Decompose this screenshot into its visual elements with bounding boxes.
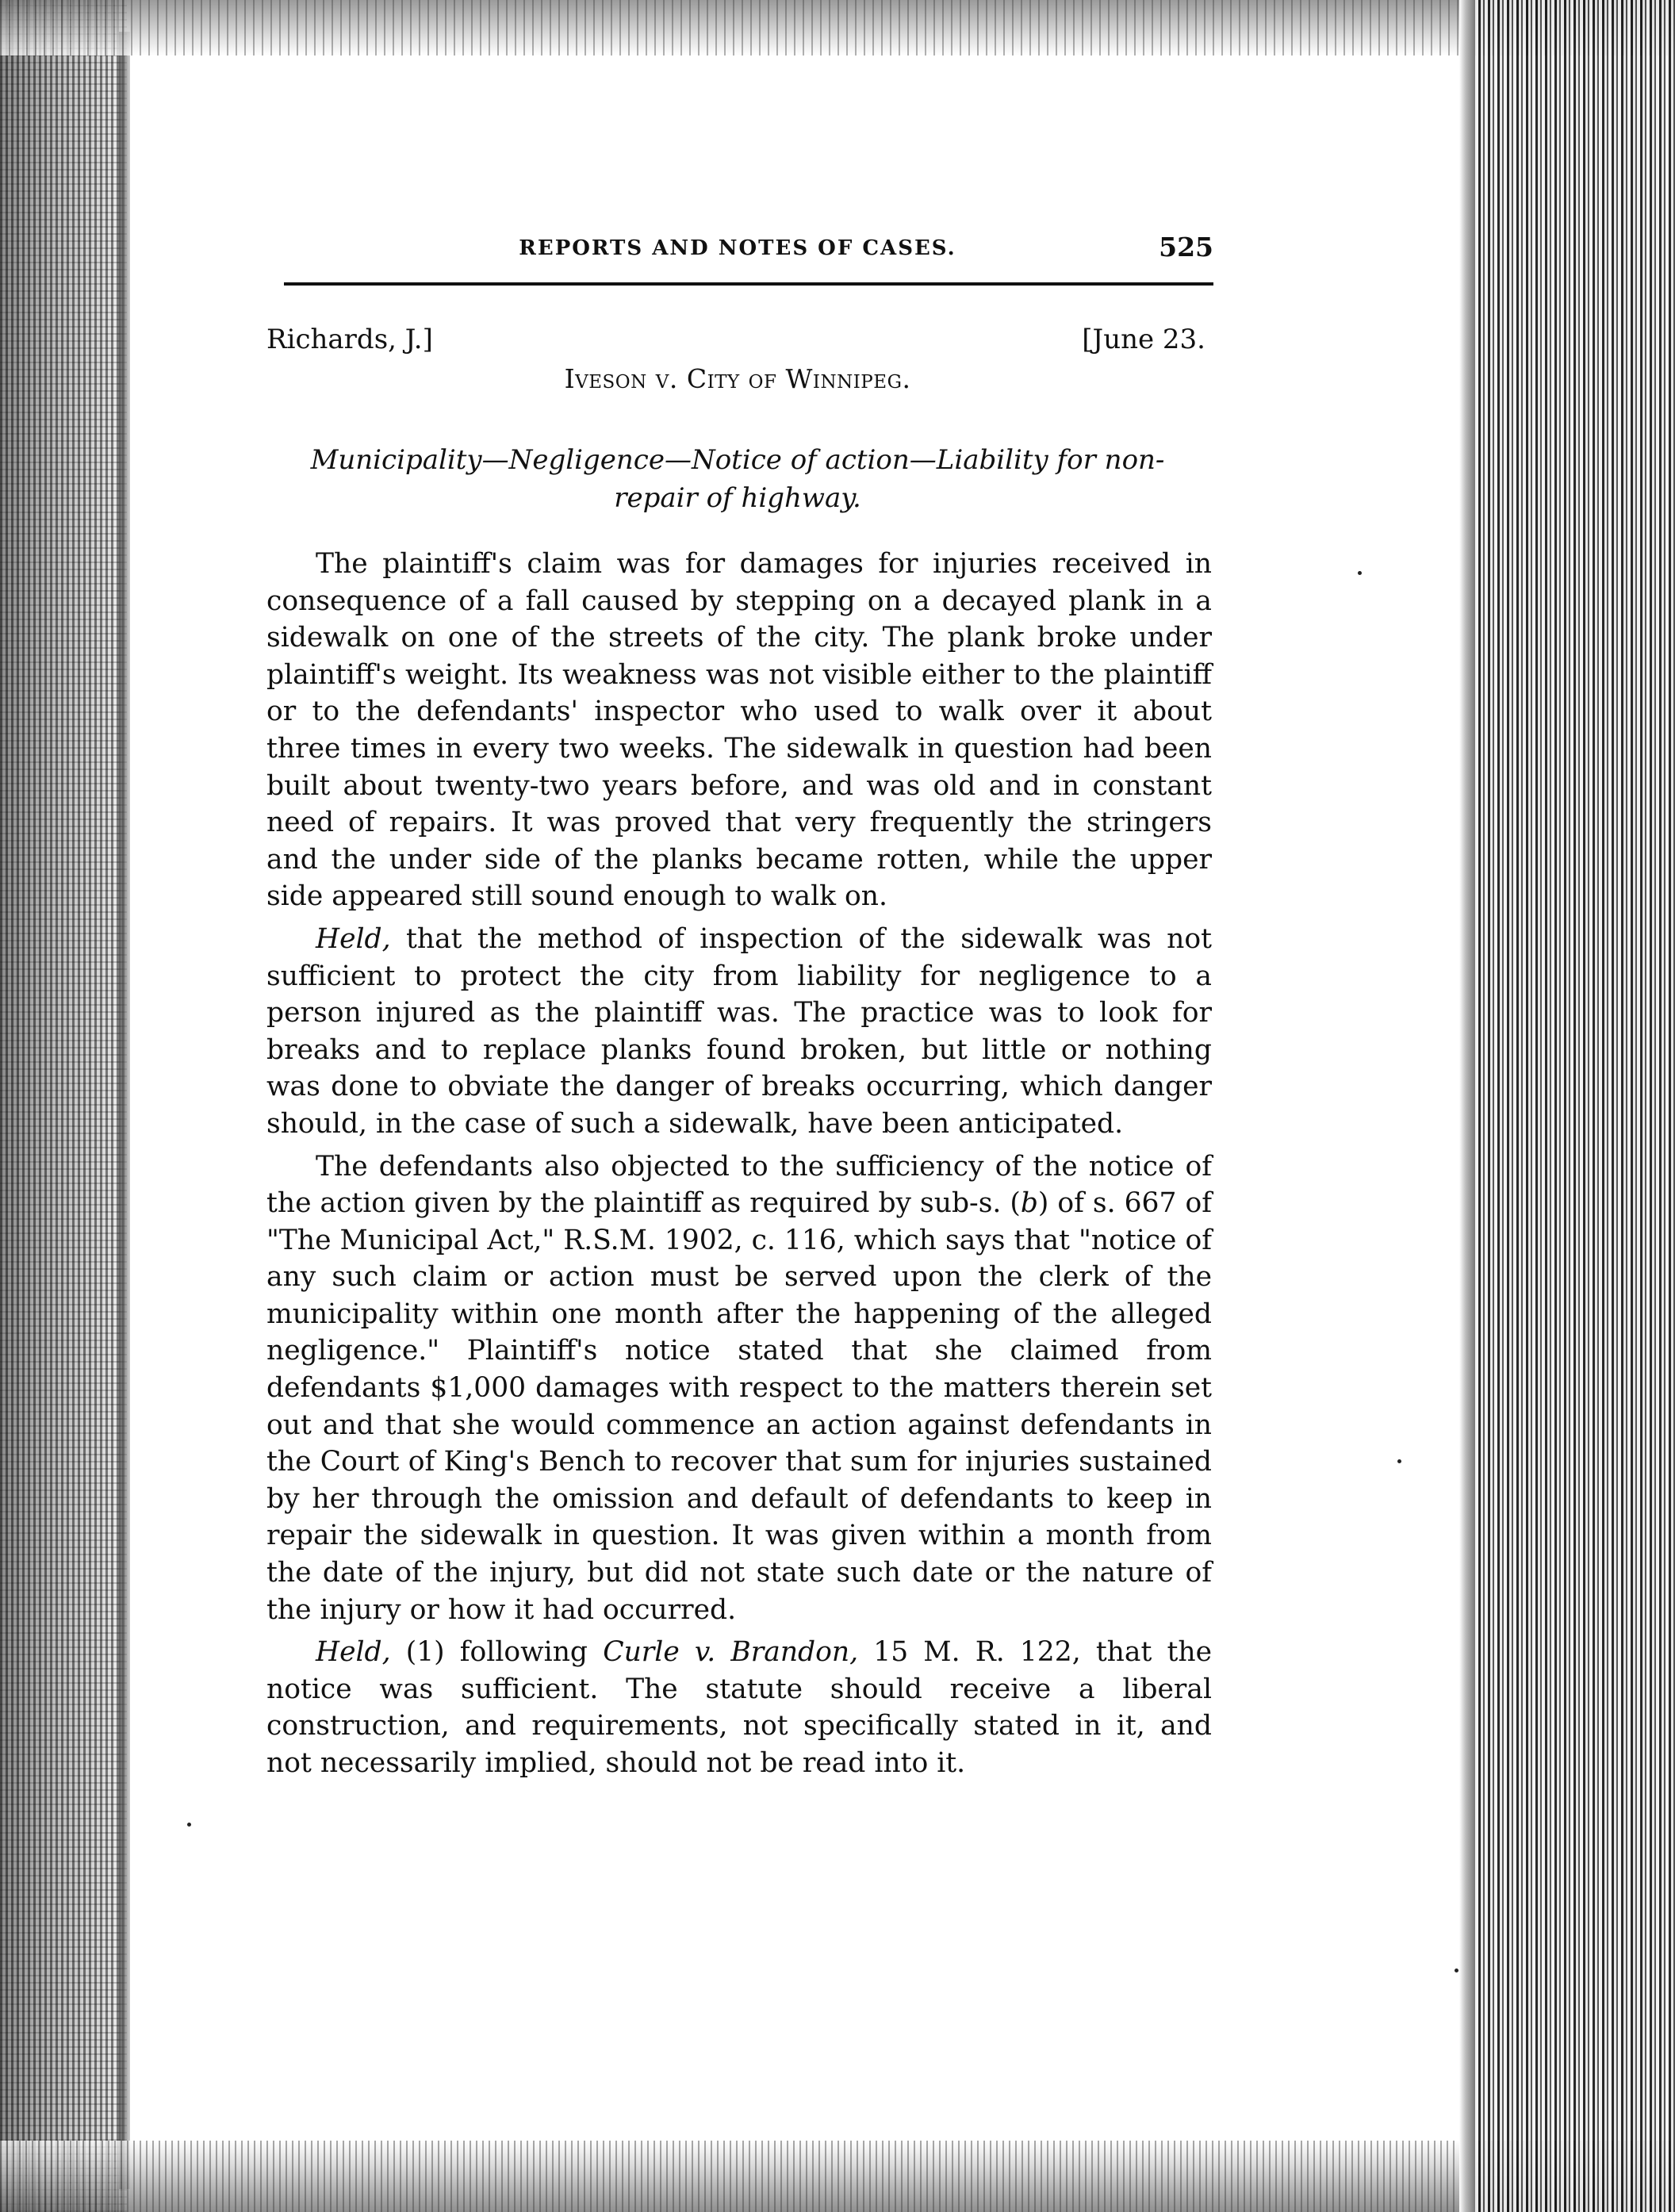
judge-name: Richards, J.] (266, 324, 433, 355)
subsection-letter: b (1020, 1187, 1038, 1220)
case-citation: Curle v. Brandon, (603, 1636, 859, 1669)
decision-date: [June 23. (1082, 324, 1205, 355)
header-rule (284, 282, 1213, 286)
scan-border-top (0, 0, 1675, 56)
scan-border-bottom (0, 2141, 1675, 2212)
scan-border-right (1469, 0, 1675, 2212)
notice-text-b: ) of s. 667 of "The Municipal Act," R.S.M. 1902, c. 116, which says that "notice of any such claim or action must be served upon the clerk of the municipality within one month after the happening of the alleged negligence." Plaintiff's notice stated that she claimed from defendants $1,000 damages with respect to the matters therein set out and that she would commence an action against defendants in the Court of King's Bench to recover that sum for injuries sustained by her through the omission and default of defendants to keep in repair the sidewalk in question. It was given within a month from the date of the injury, but did not state such date or the nature of the injury or how it had occurred. (266, 1187, 1212, 1626)
scan-border-left (0, 0, 127, 2212)
page-number: 525 (1159, 232, 1213, 263)
paragraph-held-negligence (266, 921, 1212, 1143)
case-title: Iveson v. City of Winnipeg. (564, 363, 911, 394)
headnote-line-2: repair of highway. (614, 482, 861, 514)
held-label-2: Held, (316, 1636, 391, 1669)
notice-text-a: The defendants also objected to the sufficiency of the notice of the action given by the plaintiff as required by sub-s. ( (266, 1150, 1212, 1220)
running-title: REPORTS AND NOTES OF CASES. (519, 236, 956, 260)
scan-binding-shadow (119, 32, 130, 2189)
running-head (262, 232, 1213, 266)
paragraph-facts: The plaintiff's claim was for damages for injuries received in consequence of a fall caused by stepping on a decayed plank in a sidewalk on one of the streets of the city. The plank broke under plaintiff's weight. Its weakness was not visible either to the plaintiff or to the defendants' inspector who used to walk over it about three times in every two weeks. The sidewalk in question had been built about twenty-two years before, and was old and in constant need of repairs. It was proved that very frequently the stringers and the under side of the planks became rotten, while the upper side appeared still sound enough to walk on. (266, 548, 1212, 913)
headnote-line-1: Municipality—Negligence—Notice of action—Liability for non- (310, 444, 1165, 476)
scan-speck (1455, 1969, 1458, 1972)
held-notice-text-a: (1) following (390, 1636, 604, 1669)
headnote (262, 441, 1213, 517)
scan-speck (187, 1823, 191, 1827)
scan-speck (1397, 1459, 1401, 1463)
held-text: that the method of inspection of the sidewalk was not sufficient to protect the city from liability for negligence to a person injured as the plaintiff was. The practice was to look for breaks and to replace planks found broken, but little or nothing was done to obviate the danger of breaks occurring, which danger should, in the case of such a sidewalk, have been anticipated. (266, 922, 1212, 1140)
scan-speck (1358, 571, 1362, 575)
scan-page-edge-right (1459, 0, 1475, 2212)
paragraph-notice-objection (266, 1148, 1212, 1629)
held-label: Held, (316, 922, 391, 955)
held-notice-text-b: 15 M. R. 122, that the notice was sufficient. The statute should receive a liberal construction, and requirements, not specifically stated in it, and not necessarily implied, should not be read into it. (266, 1636, 1212, 1779)
paragraph-held-notice (266, 1634, 1212, 1781)
case-body (266, 546, 1212, 1788)
